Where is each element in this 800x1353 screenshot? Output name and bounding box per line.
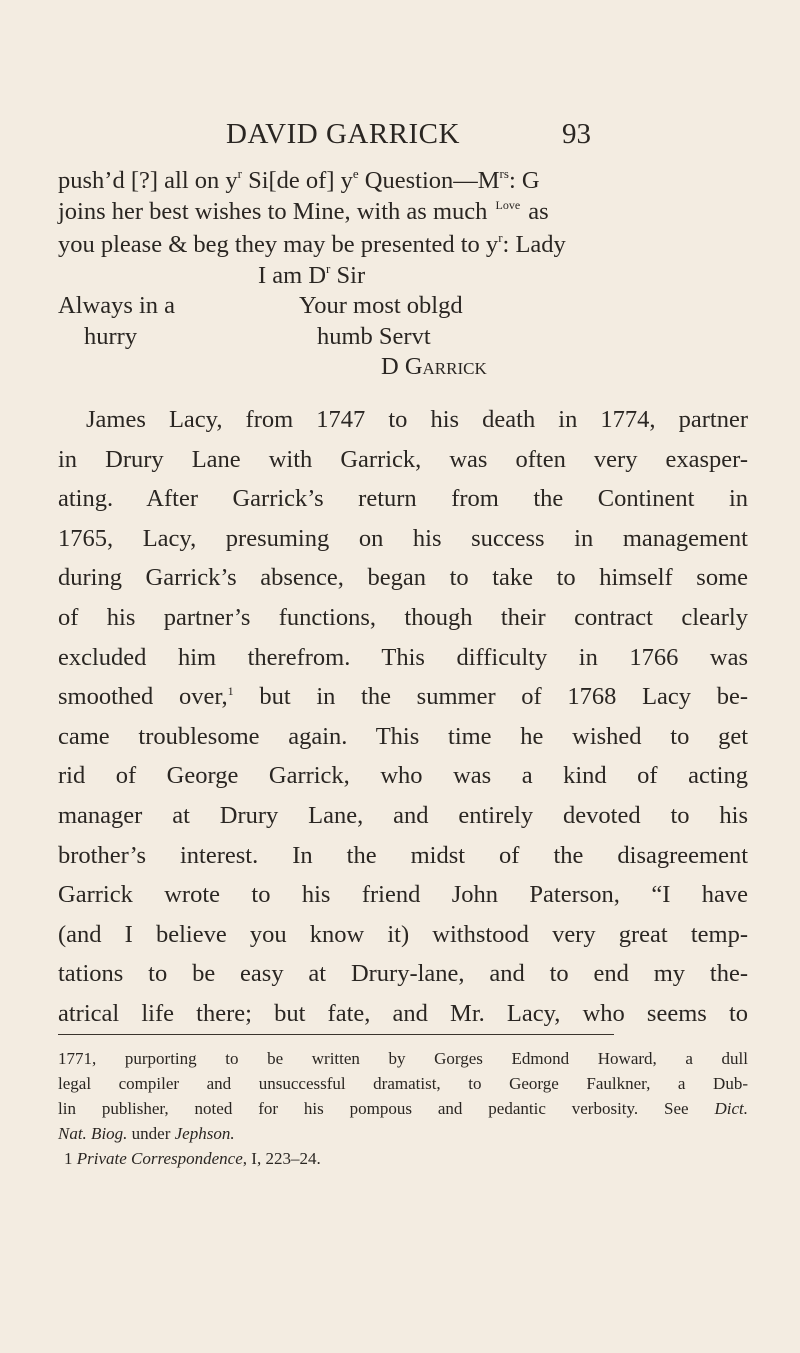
body-line: manager at Drury Lane, and entirely devoted to his [58,801,748,829]
body-line: tations to be easy at Drury-lane, and to end my the- [58,960,748,988]
body-line: rid of George Garrick, who was a kind of acting [58,762,748,790]
body-line: of his partner’s functions, though their contract clearly [58,603,748,631]
body-text [58,400,748,1034]
letter-closing: hurry humb Servt [84,322,431,350]
body-line: ating. After Garrick’s return from the Continent in [58,485,748,513]
letter-line: joins her best wishes to Mine, with as much $^{Love}$ as [58,197,549,225]
body-line: (and I believe you know it) withstood very great temp- [58,920,748,948]
letter-line: you please & beg they may be presented to $y^r$: Lady [58,230,566,258]
footnote-line: lin publisher, noted for his pompous and pedantic verbosity. See Dict. [58,1099,748,1118]
letter-salutation: I am $D^r$ Sir [258,260,366,289]
footnote-divider [58,1034,614,1035]
letter-excerpt [58,166,748,383]
body-line: brother’s interest. In the midst of the disagreement [58,841,748,869]
footnote-reference: 1 [227,684,234,699]
signature: D Garrick [381,353,487,380]
footnote-line: 1771, purporting to be written by Gorges Edmond Howard, a dull [58,1049,748,1068]
body-line: James Lacy, from 1747 to his death in 1774, partner [86,406,748,433]
body-line: during Garrick’s absence, began to take to himself some [58,564,748,592]
body-line: excluded him therefrom. This difficulty in 1766 was [58,643,748,671]
letter-signature-line [58,352,748,383]
running-head-title: DAVID GARRICK [226,118,460,150]
letter-closing: Always in a Your most oblgd [58,292,463,319]
footnote-line: legal compiler and unsuccessful dramatist, to George Faulkner, a Dub- [58,1074,748,1093]
body-line: 1765, Lacy, presuming on his success in management [58,524,748,552]
body-line: atrical life there; but fate, and Mr. Lacy, who seems to [58,999,748,1027]
running-head [0,118,800,158]
body-line: smoothed over,$^1$ but in the summer of 1768 Lacy be- [58,683,748,711]
body-line: Garrick wrote to his friend John Paterson, “I have [58,881,748,909]
page-number: 93 [562,118,591,150]
footnotes [58,1046,748,1171]
footnote-line: Nat. Biog. under Jephson. [58,1124,235,1143]
footnote-1: 1 Private Correspondence, I, 223–24. [64,1149,321,1168]
body-line: in Drury Lane with Garrick, was often very exasper- [58,445,748,473]
letter-line: push’d [?] all on $y^r$ Si[de of] $y^e$ $Question—M^{rs}$: G [58,166,540,194]
body-line: came troublesome again. This time he wished to get [58,722,748,750]
interlinear-insertion: Love [495,197,521,212]
